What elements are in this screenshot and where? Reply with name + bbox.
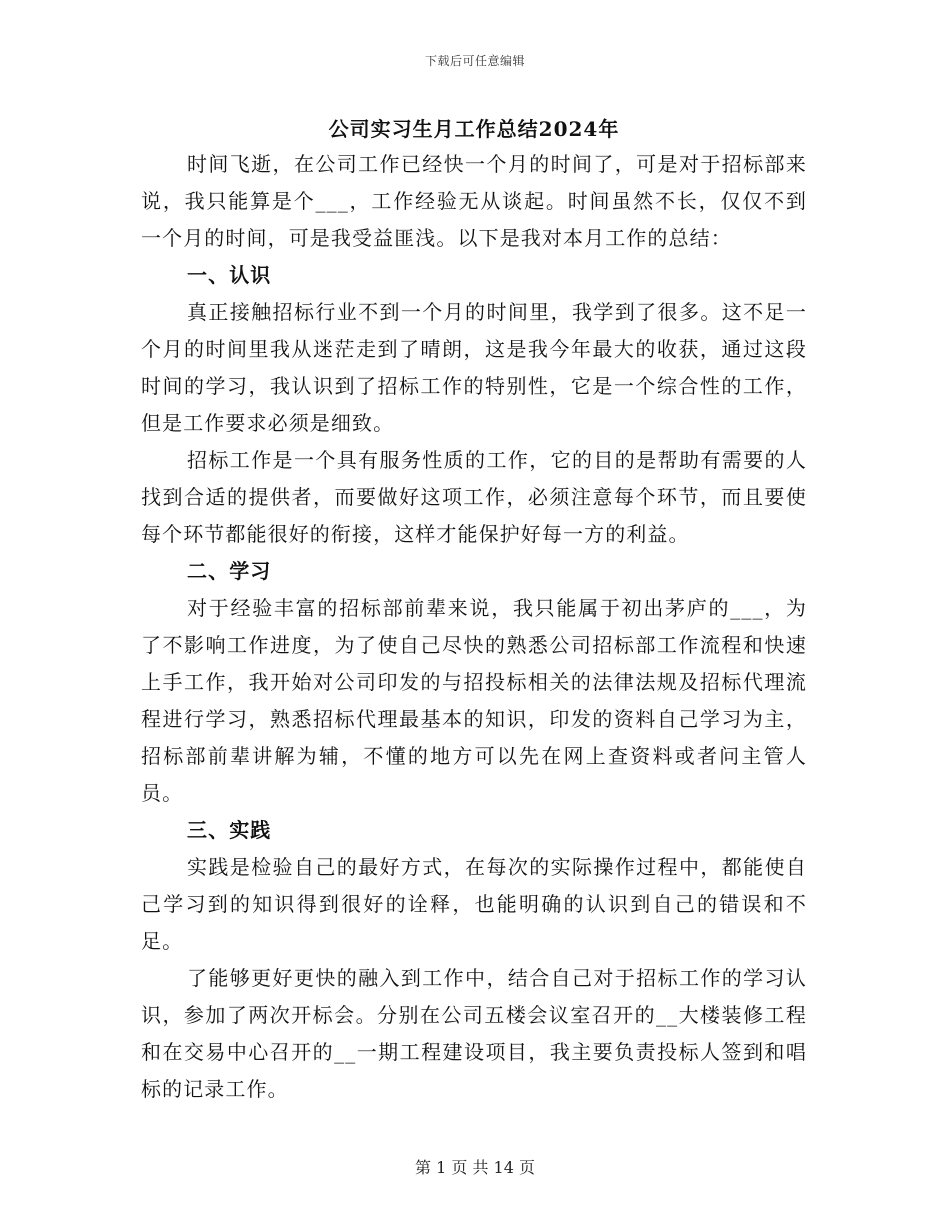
intro-paragraph: 时间飞逝，在公司工作已经快一个月的时间了，可是对于招标部来说，我只能算是个___，工作经验无从谈起。时间虽然不长，仅仅不到一个月的时间，可是我受益匪浅。以下是我对本月工作的总结：: [141, 152, 807, 250]
document-body: [141, 112, 807, 1108]
section-heading-recognition: 一、认识: [187, 263, 272, 287]
document-title: 公司实习生月工作总结2024年: [328, 117, 620, 141]
section-heading-learning: 二、学习: [187, 559, 272, 583]
header-note: 下载后可任意编辑: [424, 54, 525, 68]
recognition-paragraph-2: 招标工作是一个具有服务性质的工作，它的目的是帮助有需要的人找到合适的提供者，而要做好这项工作，必须注意每个环节，而且要使每个环节都能很好的衔接，这样才能保护好每一方的利益。: [141, 448, 807, 546]
recognition-paragraph-1: 真正接触招标行业不到一个月的时间里，我学到了很多。这不足一个月的时间里我从迷茫走到了晴朗，这是我今年最大的收获，通过这段时间的学习，我认识到了招标工作的特别性，它是一个综合性的工作，但是工作要求必须是细致。: [141, 300, 807, 435]
page-number: 第 1 页 共 14 页: [415, 1158, 535, 1177]
section-heading-practice: 三、实践: [187, 818, 272, 842]
practice-paragraph-1: 实践是检验自己的最好方式，在每次的实际操作过程中，都能使自己学习到的知识得到很好的诠释，也能明确的认识到自己的错误和不足。: [141, 855, 807, 953]
practice-paragraph-2: 了能够更好更快的融入到工作中，结合自己对于招标工作的学习认识，参加了两次开标会。分别在公司五楼会议室召开的__大楼装修工程和在交易中心召开的__一期工程建设项目，我主要负责投标人签到和唱标的记录工作。: [141, 966, 807, 1101]
learning-paragraph: 对于经验丰富的招标部前辈来说，我只能属于初出茅庐的___，为了不影响工作进度，为了使自己尽快的熟悉公司招标部工作流程和快速上手工作，我开始对公司印发的与招投标相关的法律法规及招标代理流程进行学习，熟悉招标代理最基本的知识，印发的资料自己学习为主，招标部前辈讲解为辅，不懂的地方可以先在网上查资料或者问主管人员。: [141, 596, 807, 805]
